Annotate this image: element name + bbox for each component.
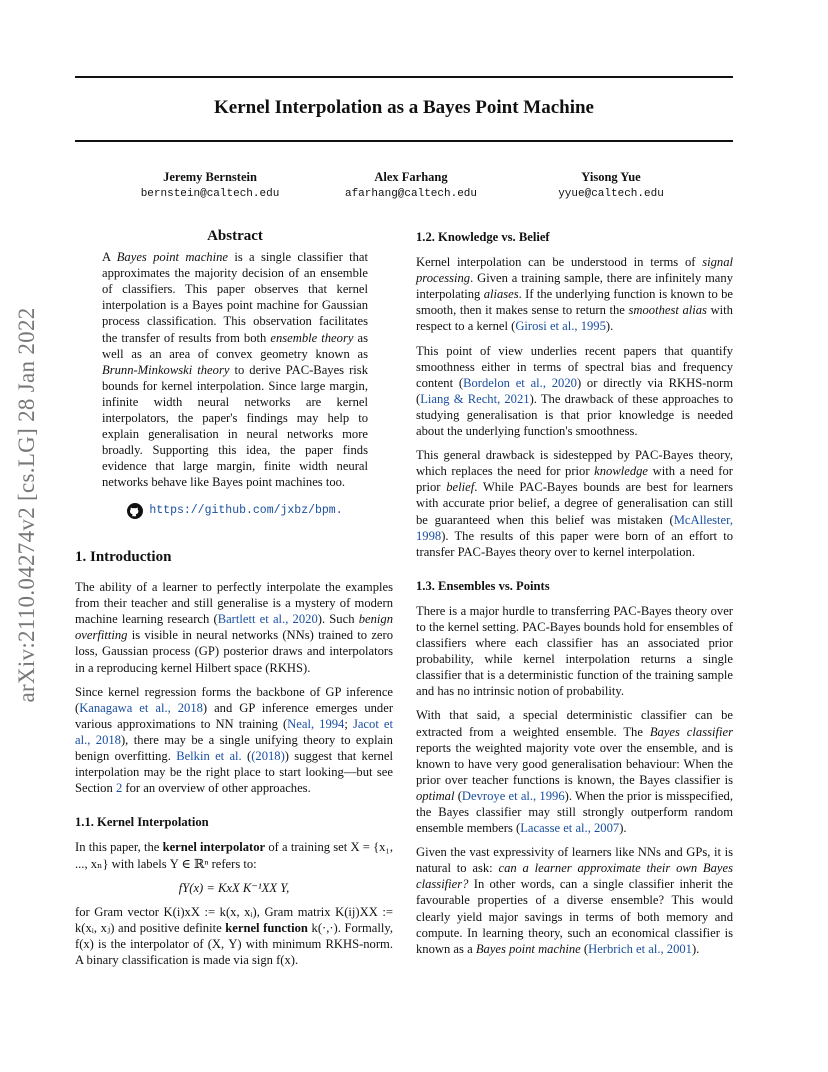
author-name: Jeremy Bernstein <box>163 170 257 184</box>
knowledge-belief-heading: 1.2. Knowledge vs. Belief <box>416 230 550 244</box>
citation[interactable]: Jacot et al., 2018 <box>75 716 393 747</box>
citation-year[interactable]: , 2021 <box>497 391 530 406</box>
abstract-text: A Bayes point machine is a single classifier that approximates the majority decision of an ensemble of classifiers. This paper observes that kernel interpolation is a Bayes point machine for Gaussian process classification. This observation facilitates the transfer of results from both ensemble theory as well as an area of convex geometry known as Brunn-Minkowski theory to derive PAC-Bayes risk bounds for kernel interpolation. Since large margin, infinite width neural networks are kernel interpolators, the paper's findings may help to explain generalisation in neural networks more broadly. Supporting this idea, the paper finds evidence that large margin, finite width neural networks behave like Bayes point machines too. <box>102 250 369 490</box>
knowledge-paragraph-2: This point of view underlies recent papers that quantify smoothness either in terms of spectral bias and frequency content (Bordelon et al., 2020) or directly via RKHS-norm (Liang & Recht, 2021). The drawback of these approaches to studying generalisation is that prior knowledge is needed about the underlying function's smoothness. <box>416 343 733 439</box>
kernel-equation: fΥ(x) = KxX K⁻¹XX Υ, <box>178 880 290 895</box>
ensembles-paragraph-1: There is a major hurdle to transferring PAC-Bayes theory over to the kernel setting. PAC-Bayes bounds hold for ensembles of classifiers where each classifier has an associated prior probability, while kernel interpolation returns a single classifier that is a deterministic function of the training sample and has no intrinsic notion of probability. <box>416 603 733 699</box>
knowledge-paragraph-3: This general drawback is sidestepped by PAC-Bayes theory, which replaces the need for prior knowledge with a need for prior belief. While PAC-Bayes bounds are best for learners with accurate prior belief, a degree of generalisation can still be guaranteed when this belief was mistaken (McAllester, 1998). The results of this paper were born of an effort to transfer PAC-Bayes theory over to kernel interpolation. <box>416 448 733 559</box>
author-1 <box>110 170 310 200</box>
title-bottom-rule <box>75 140 733 142</box>
kernel-paragraph-2: for Gram vector K(i)xX := k(x, xᵢ), Gram matrix K(ij)XX := k(xᵢ, xⱼ) and positive definite kernel function k(·,·). Formally, f(x) is the interpolator of (X, Υ) with minimum RKHS-norm. A binary classification is made via sign f(x). <box>75 904 393 967</box>
abstract-section <box>102 228 368 543</box>
citation[interactable]: Kanagawa et al., 2018 <box>79 700 203 715</box>
author-email: yyue@caltech.edu <box>558 188 664 200</box>
ensembles-paragraph-2: With that said, a special deterministic classifier can be extracted from a weighted ensemble. The Bayes classifier reports the weighted majority vote over the ensemble, and is known to have very good generalisation behaviour: When the prior over teacher functions is known, the Bayes classifier is optimal (Devroye et al., 1996). When the prior is misspecified, the Bayes classifier may still strongly outperform random ensemble members (Lacasse et al., 2007). <box>416 708 733 836</box>
intro-paragraph-1: The ability of a learner to perfectly interpolate the examples from their teacher and still generalise is a mystery of modern machine learning research (Bartlett et al., 2020). Such benign overfitting is visible in neural networks (NNs) trained to zero loss, Gaussian process (GP) posterior draws and interpolators in a reproducing kernel Hilbert space (RKHS). <box>75 580 393 675</box>
citation[interactable]: Liang & Recht <box>420 391 498 406</box>
github-link-row <box>102 503 368 519</box>
top-rule <box>75 76 733 78</box>
ensembles-paragraph-3: Given the vast expressivity of learners like NNs and GPs, it is natural to ask: can a learner approximate their own Bayes classifier? In other words, can a single classifier inherit the favourable properties of a diverse ensemble? This would clearly yield major savings in terms of both memory and compute. In learning theory, such an economical classifier is known as a Bayes point machine (Herbrich et al., 2001). <box>416 845 733 956</box>
citation[interactable]: Bordelon et al., 2020 <box>463 375 577 390</box>
author-2 <box>311 170 511 200</box>
citation[interactable]: Neal, 1994 <box>287 716 345 731</box>
author-email: afarhang@caltech.edu <box>344 188 478 200</box>
author-name: Yisong Yue <box>581 170 641 184</box>
citation[interactable]: Bartlett et al., 2020 <box>217 612 318 627</box>
intro-heading: 1. Introduction <box>75 549 172 565</box>
kernel-paragraph-1: In this paper, the kernel interpolator of a training set X = {x₁, ..., xₙ} with labels Υ ∈ ℝⁿ refers to: <box>75 840 393 871</box>
section-link[interactable]: 2 <box>115 781 123 796</box>
arxiv-identifier: arXiv:2110.04274v2 [cs.LG] 28 Jan 2022 <box>14 307 39 703</box>
ensembles-points-heading: 1.3. Ensembles vs. Points <box>416 578 550 593</box>
author-email: bernstein@caltech.edu <box>140 188 280 200</box>
abstract-heading: Abstract <box>207 228 263 244</box>
author-3 <box>511 170 711 200</box>
github-icon <box>127 503 143 519</box>
citation[interactable]: Girosi et al., 1995 <box>515 319 606 334</box>
author-name: Alex Farhang <box>374 170 448 184</box>
citation[interactable]: McAllester, 1998 <box>416 512 733 543</box>
paper-title: Kernel Interpolation as a Bayes Point Machine <box>214 97 594 118</box>
github-link[interactable]: https://github.com/jxbz/bpm. <box>149 503 343 517</box>
right-column <box>416 229 733 965</box>
citation[interactable]: Lacasse et al., 2007 <box>520 821 620 836</box>
intro-paragraph-2: Since kernel regression forms the backbone of GP inference (Kanagawa et al., 2018) and GP inference emerges under various approximations to NN training (Neal, 1994; Jacot et al., 2018), there may be a single unifying theory to explain benign overfitting. Belkin et al. ((2018)) suggest that kernel interpolation may be the right place to start looking—but see Section 2 for an overview of other approaches. <box>75 684 394 796</box>
citation[interactable]: Devroye et al., 1996 <box>461 788 565 803</box>
citation[interactable]: Herbrich et al., 2001 <box>588 941 692 956</box>
knowledge-paragraph-1: Kernel interpolation can be understood in terms of signal processing. Given a training sample, there are infinitely many interpolating aliases. If the underlying function is known to be smooth, then it makes sense to return the smoothest alias with respect to a kernel (Girosi et al., 1995). <box>416 255 733 334</box>
citation[interactable]: Belkin et al. <box>176 749 242 764</box>
kernel-interpolation-heading: 1.1. Kernel Interpolation <box>75 815 209 830</box>
left-column <box>75 549 393 976</box>
citation-year[interactable]: (2018) <box>251 749 285 764</box>
